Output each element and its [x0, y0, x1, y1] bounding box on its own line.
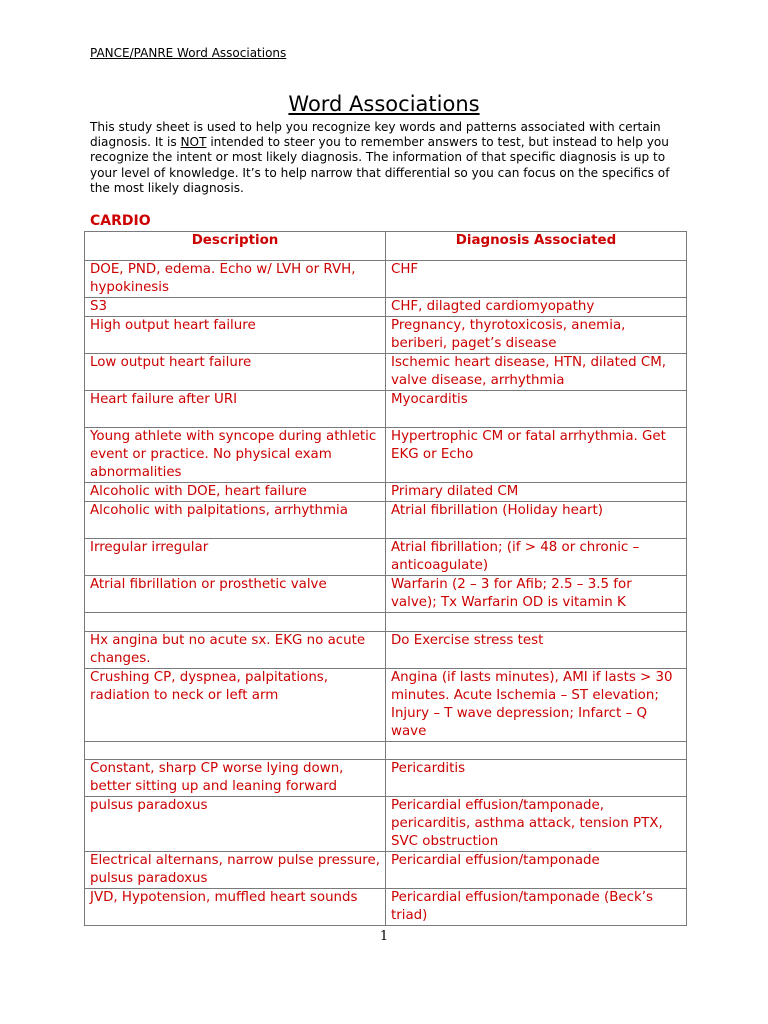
cell-diagnosis [386, 742, 687, 760]
cell-description [85, 742, 386, 760]
table-row [85, 797, 687, 852]
cell-diagnosis: Pregnancy, thyrotoxicosis, anemia, beriberi, paget’s disease [386, 317, 687, 354]
table-row [85, 428, 687, 483]
cell-description: S3 [85, 298, 386, 317]
table-row [85, 632, 687, 669]
table-row [85, 483, 687, 502]
cell-description: Heart failure after URI [85, 391, 386, 428]
cell-diagnosis: Myocarditis [386, 391, 687, 428]
cell-description: Young athlete with syncope during athletic event or practice. No physical exam abnormalities [85, 428, 386, 483]
cell-diagnosis: Pericardial effusion/tamponade [386, 852, 687, 889]
cell-description [85, 613, 386, 632]
cell-description: Constant, sharp CP worse lying down, better sitting up and leaning forward [85, 760, 386, 797]
section-heading-cardio: CARDIO [90, 213, 151, 229]
table-row [85, 502, 687, 539]
intro-text-after: intended to steer you to remember answers to test, but instead to help you recognize the intent or most likely diagnosis. The information of that specific diagnosis is up to your level of knowledge. It’s to help narrow that differential so you can focus on the specifics of the most likely diagnosis. [90, 135, 670, 195]
cell-diagnosis: Angina (if lasts minutes), AMI if lasts > 30 minutes. Acute Ischemia – ST elevation; Injury – T wave depression; Infarct – Q wave [386, 669, 687, 742]
table-row [85, 852, 687, 889]
cell-diagnosis: Ischemic heart disease, HTN, dilated CM, valve disease, arrhythmia [386, 354, 687, 391]
table-row [85, 576, 687, 613]
cell-diagnosis: Pericardial effusion/tamponade (Beck’s triad) [386, 889, 687, 926]
table-row [85, 539, 687, 576]
intro-paragraph [90, 120, 690, 196]
table-header-row [85, 232, 687, 261]
cell-description: Hx angina but no acute sx. EKG no acute changes. [85, 632, 386, 669]
cell-diagnosis [386, 613, 687, 632]
running-header: PANCE/PANRE Word Associations [90, 46, 287, 60]
header-description: Description [85, 232, 386, 261]
table-row [85, 391, 687, 428]
cell-diagnosis: Do Exercise stress test [386, 632, 687, 669]
cell-description: JVD, Hypotension, muffled heart sounds [85, 889, 386, 926]
cell-description: Low output heart failure [85, 354, 386, 391]
cell-diagnosis: Warfarin (2 – 3 for Afib; 2.5 – 3.5 for valve); Tx Warfarin OD is vitamin K [386, 576, 687, 613]
cell-diagnosis: Primary dilated CM [386, 483, 687, 502]
cell-description: Atrial fibrillation or prosthetic valve [85, 576, 386, 613]
cell-diagnosis: CHF [386, 261, 687, 298]
cell-description: DOE, PND, edema. Echo w/ LVH or RVH, hypokinesis [85, 261, 386, 298]
page-number: 1 [379, 929, 389, 944]
cell-description: Crushing CP, dyspnea, palpitations, radiation to neck or left arm [85, 669, 386, 742]
cell-diagnosis: Atrial fibrillation; (if > 48 or chronic – anticoagulate) [386, 539, 687, 576]
table-row [85, 317, 687, 354]
cell-description: pulsus paradoxus [85, 797, 386, 852]
table-row [85, 889, 687, 926]
table-row [85, 298, 687, 317]
cell-description: High output heart failure [85, 317, 386, 354]
cell-description: Alcoholic with palpitations, arrhythmia [85, 502, 386, 539]
table-row [85, 669, 687, 742]
intro-text-before: This study sheet is used to help you recognize key words and patterns associated with certain diagnosis. It is [90, 120, 661, 150]
intro-emphasis: NOT [180, 135, 207, 150]
cell-description: Irregular irregular [85, 539, 386, 576]
cell-diagnosis: CHF, dilagted cardiomyopathy [386, 298, 687, 317]
cell-diagnosis: Hypertrophic CM or fatal arrhythmia. Get EKG or Echo [386, 428, 687, 483]
word-association-table [84, 231, 687, 926]
table-row-spacer [85, 613, 687, 632]
table-row [85, 354, 687, 391]
header-diagnosis: Diagnosis Associated [386, 232, 687, 261]
cell-diagnosis: Pericardial effusion/tamponade, pericarditis, asthma attack, tension PTX, SVC obstruction [386, 797, 687, 852]
cell-description: Electrical alternans, narrow pulse pressure, pulsus paradoxus [85, 852, 386, 889]
cell-description: Alcoholic with DOE, heart failure [85, 483, 386, 502]
table-row [85, 261, 687, 298]
cell-diagnosis: Atrial fibrillation (Holiday heart) [386, 502, 687, 539]
page-title: Word Associations [288, 92, 480, 116]
cell-diagnosis: Pericarditis [386, 760, 687, 797]
table-row [85, 760, 687, 797]
table-row-spacer [85, 742, 687, 760]
